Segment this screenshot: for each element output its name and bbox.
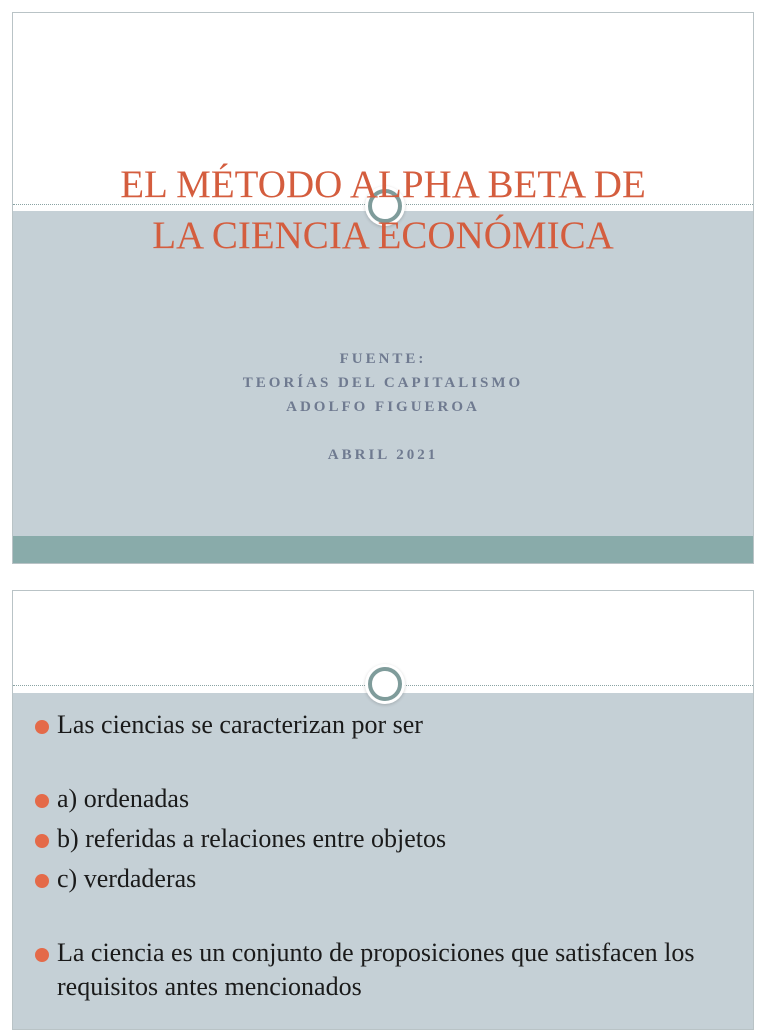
subtitle-date: ABRIL 2021 [327, 447, 439, 463]
slide-title-line-2: LA CIENCIA ECONÓMICA [152, 214, 614, 257]
subtitle-line: TEORÍAS DEL CAPITALISMO [242, 375, 524, 391]
bullet-dot-icon [35, 794, 49, 808]
bullet-dot-icon [35, 948, 49, 962]
list-item [33, 822, 733, 856]
list-item [33, 782, 733, 816]
bullet-text: La ciencia es un conjunto de proposiciones que satisfacen los requisitos antes mencionados [57, 938, 695, 1001]
subtitle-line: ADOLFO FIGUEROA [286, 399, 480, 415]
bullet-text: Las ciencias se caracterizan por ser [57, 710, 423, 739]
slide-title [13, 159, 753, 261]
bullet-dot-icon [35, 834, 49, 848]
slide-1-footer-bar [13, 536, 753, 563]
list-item [33, 862, 733, 896]
slide-2 [12, 590, 754, 1030]
list-item [33, 708, 733, 742]
bullet-text: c) verdaderas [57, 864, 197, 893]
bullet-list [33, 708, 733, 1010]
ring-ornament-icon [368, 667, 402, 701]
slide-subtitle [13, 347, 753, 467]
slide-1 [12, 12, 754, 564]
bullet-dot-icon [35, 874, 49, 888]
subtitle-line: FUENTE: [339, 351, 427, 367]
slide-title-line-1: EL MÉTODO ALPHA BETA DE [120, 163, 646, 206]
bullet-dot-icon [35, 720, 49, 734]
bullet-text: b) referidas a relaciones entre objetos [57, 824, 447, 853]
bullet-text: a) ordenadas [57, 784, 190, 813]
list-item [33, 936, 733, 1004]
